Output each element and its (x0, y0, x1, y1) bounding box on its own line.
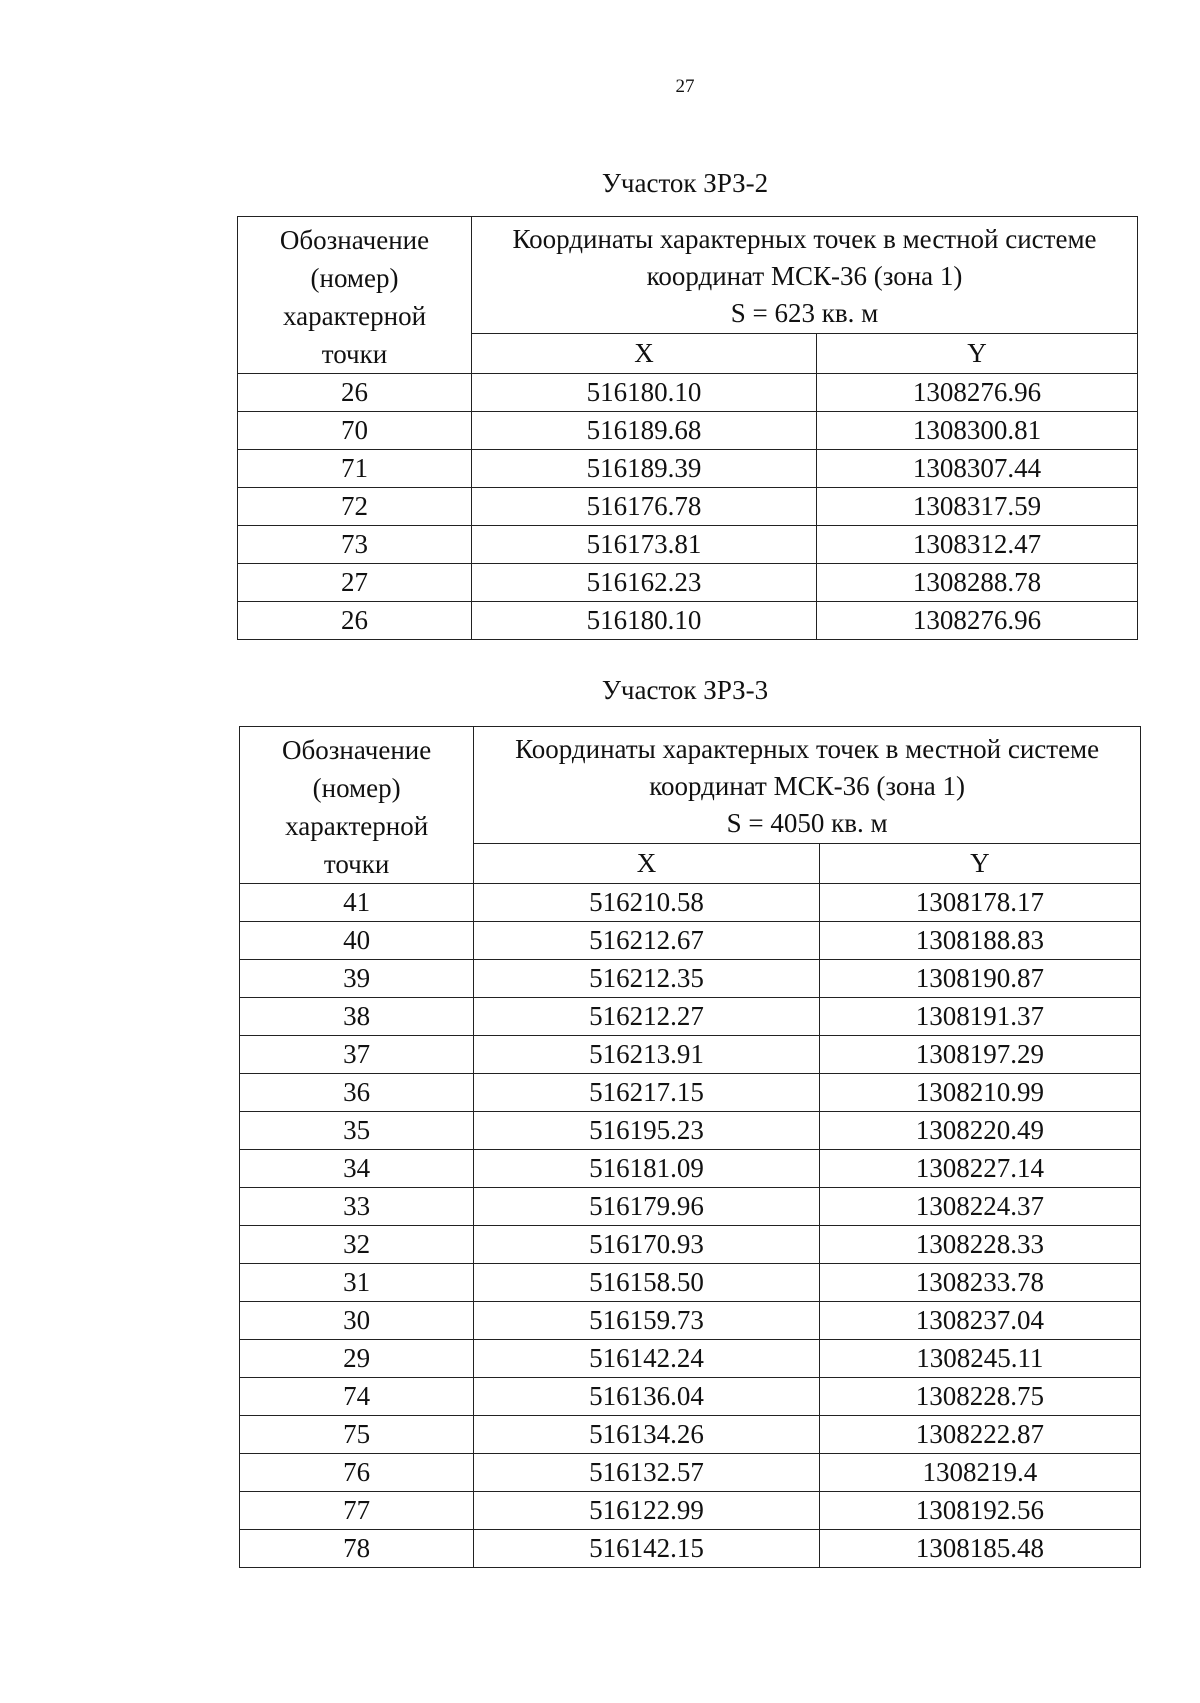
y-coordinate-cell: 1308276.96 (817, 602, 1138, 640)
point-number-cell: 35 (240, 1112, 474, 1150)
header-label-line: Обозначение (279, 225, 430, 255)
table-row (240, 1150, 1141, 1188)
coordinates-header (474, 727, 1141, 844)
point-number-cell: 70 (238, 412, 472, 450)
coords-header-line: координат МСК-36 (зона 1) (646, 261, 963, 291)
table-row (240, 1454, 1141, 1492)
y-coordinate-cell: 1308276.96 (817, 374, 1138, 412)
y-coordinate-cell: 1308227.14 (819, 1150, 1140, 1188)
table-row (240, 998, 1141, 1036)
y-coordinate-cell: 1308178.17 (819, 884, 1140, 922)
table-row (240, 1264, 1141, 1302)
x-coordinate-cell: 516180.10 (472, 374, 817, 412)
x-coordinate-cell: 516212.35 (474, 960, 819, 998)
x-coordinate-cell: 516189.39 (472, 450, 817, 488)
header-label-line: характерной (282, 301, 427, 331)
x-coordinate-cell: 516179.96 (474, 1188, 819, 1226)
x-coordinate-cell: 516217.15 (474, 1074, 819, 1112)
point-number-cell: 32 (240, 1226, 474, 1264)
header-label-line: точки (321, 339, 388, 369)
y-coordinate-cell: 1308233.78 (819, 1264, 1140, 1302)
point-number-cell: 41 (240, 884, 474, 922)
coordinates-table-zrz-2 (237, 216, 1138, 640)
x-coordinate-cell: 516134.26 (474, 1416, 819, 1454)
header-label-line: (номер) (310, 263, 399, 293)
x-coordinate-cell: 516212.67 (474, 922, 819, 960)
coords-header-line: координат МСК-36 (зона 1) (649, 771, 966, 801)
table-row (240, 1074, 1141, 1112)
point-number-cell: 34 (240, 1150, 474, 1188)
table-header-row (240, 727, 1141, 844)
header-label-line: Обозначение (282, 735, 432, 765)
point-number-cell: 39 (240, 960, 474, 998)
y-coordinate-cell: 1308288.78 (817, 564, 1138, 602)
table-row (238, 564, 1138, 602)
point-number-cell: 31 (240, 1264, 474, 1302)
table-row (240, 1378, 1141, 1416)
y-coordinate-cell: 1308228.75 (819, 1378, 1140, 1416)
y-coordinate-cell: 1308224.37 (819, 1188, 1140, 1226)
x-coordinate-cell: 516132.57 (474, 1454, 819, 1492)
x-coordinate-cell: 516159.73 (474, 1302, 819, 1340)
y-coordinate-cell: 1308317.59 (817, 488, 1138, 526)
table-row (240, 884, 1141, 922)
point-designation-header (238, 217, 472, 374)
table-row (240, 1226, 1141, 1264)
table-row (240, 1302, 1141, 1340)
x-coordinate-cell: 516212.27 (474, 998, 819, 1036)
point-number-cell: 26 (238, 602, 472, 640)
table-row (238, 488, 1138, 526)
x-coordinate-cell: 516189.68 (472, 412, 817, 450)
x-coordinate-cell: 516158.50 (474, 1264, 819, 1302)
x-coordinate-cell: 516213.91 (474, 1036, 819, 1074)
x-coordinate-cell: 516180.10 (472, 602, 817, 640)
point-number-cell: 73 (238, 526, 472, 564)
table-row (238, 412, 1138, 450)
point-number-cell: 33 (240, 1188, 474, 1226)
page-number: 27 (675, 76, 695, 97)
y-coordinate-cell: 1308197.29 (819, 1036, 1140, 1074)
section-title-zrz-2: Участок ЗРЗ-2 (601, 168, 769, 198)
x-coordinate-cell: 516162.23 (472, 564, 817, 602)
y-coordinate-cell: 1308222.87 (819, 1416, 1140, 1454)
y-coordinate-cell: 1308191.37 (819, 998, 1140, 1036)
y-coordinate-cell: 1308307.44 (817, 450, 1138, 488)
table-row (238, 374, 1138, 412)
table-row (240, 1340, 1141, 1378)
coords-header-line: Координаты характерных точек в местной системе (515, 734, 1100, 764)
point-number-cell: 26 (238, 374, 472, 412)
y-coordinate-cell: 1308188.83 (819, 922, 1140, 960)
point-number-cell: 78 (240, 1530, 474, 1568)
y-axis-header: Y (819, 843, 1140, 883)
point-number-cell: 71 (238, 450, 472, 488)
coordinates-header (472, 217, 1138, 334)
point-number-cell: 75 (240, 1416, 474, 1454)
y-coordinate-cell: 1308245.11 (819, 1340, 1140, 1378)
point-number-cell: 77 (240, 1492, 474, 1530)
point-number-cell: 27 (238, 564, 472, 602)
point-number-cell: 36 (240, 1074, 474, 1112)
x-axis-header: X (474, 843, 819, 883)
y-axis-header: Y (817, 333, 1138, 373)
y-coordinate-cell: 1308237.04 (819, 1302, 1140, 1340)
table-row (240, 1530, 1141, 1568)
header-label-line: (номер) (312, 773, 401, 803)
y-coordinate-cell: 1308300.81 (817, 412, 1138, 450)
table-row (240, 1492, 1141, 1530)
coords-header-line: Координаты характерных точек в местной системе (512, 224, 1097, 254)
x-axis-header: X (472, 333, 817, 373)
table-row (240, 1112, 1141, 1150)
y-coordinate-cell: 1308228.33 (819, 1226, 1140, 1264)
point-number-cell: 30 (240, 1302, 474, 1340)
point-number-cell: 40 (240, 922, 474, 960)
point-number-cell: 74 (240, 1378, 474, 1416)
table-row (238, 450, 1138, 488)
table-row (238, 526, 1138, 564)
y-coordinate-cell: 1308192.56 (819, 1492, 1140, 1530)
x-coordinate-cell: 516176.78 (472, 488, 817, 526)
table-row (240, 960, 1141, 998)
x-coordinate-cell: 516122.99 (474, 1492, 819, 1530)
header-label-line: точки (323, 849, 390, 879)
y-coordinate-cell: 1308220.49 (819, 1112, 1140, 1150)
table-row (240, 1036, 1141, 1074)
y-coordinate-cell: 1308210.99 (819, 1074, 1140, 1112)
y-coordinate-cell: 1308190.87 (819, 960, 1140, 998)
table-header-row (238, 217, 1138, 334)
y-coordinate-cell: 1308312.47 (817, 526, 1138, 564)
x-coordinate-cell: 516181.09 (474, 1150, 819, 1188)
area-label: S = 623 кв. м (730, 298, 879, 328)
area-label: S = 4050 кв. м (726, 808, 888, 838)
x-coordinate-cell: 516210.58 (474, 884, 819, 922)
y-coordinate-cell: 1308219.4 (819, 1454, 1140, 1492)
point-number-cell: 38 (240, 998, 474, 1036)
x-coordinate-cell: 516173.81 (472, 526, 817, 564)
point-number-cell: 72 (238, 488, 472, 526)
point-number-cell: 37 (240, 1036, 474, 1074)
x-coordinate-cell: 516195.23 (474, 1112, 819, 1150)
x-coordinate-cell: 516142.24 (474, 1340, 819, 1378)
x-coordinate-cell: 516142.15 (474, 1530, 819, 1568)
section-title-zrz-3: Участок ЗРЗ-3 (601, 675, 769, 705)
point-number-cell: 29 (240, 1340, 474, 1378)
table-row (238, 602, 1138, 640)
x-coordinate-cell: 516170.93 (474, 1226, 819, 1264)
x-coordinate-cell: 516136.04 (474, 1378, 819, 1416)
table-row (240, 922, 1141, 960)
table-row (240, 1416, 1141, 1454)
header-label-line: характерной (285, 811, 429, 841)
coordinates-table-zrz-3 (239, 726, 1141, 1568)
point-number-cell: 76 (240, 1454, 474, 1492)
point-designation-header (240, 727, 474, 884)
table-row (240, 1188, 1141, 1226)
y-coordinate-cell: 1308185.48 (819, 1530, 1140, 1568)
